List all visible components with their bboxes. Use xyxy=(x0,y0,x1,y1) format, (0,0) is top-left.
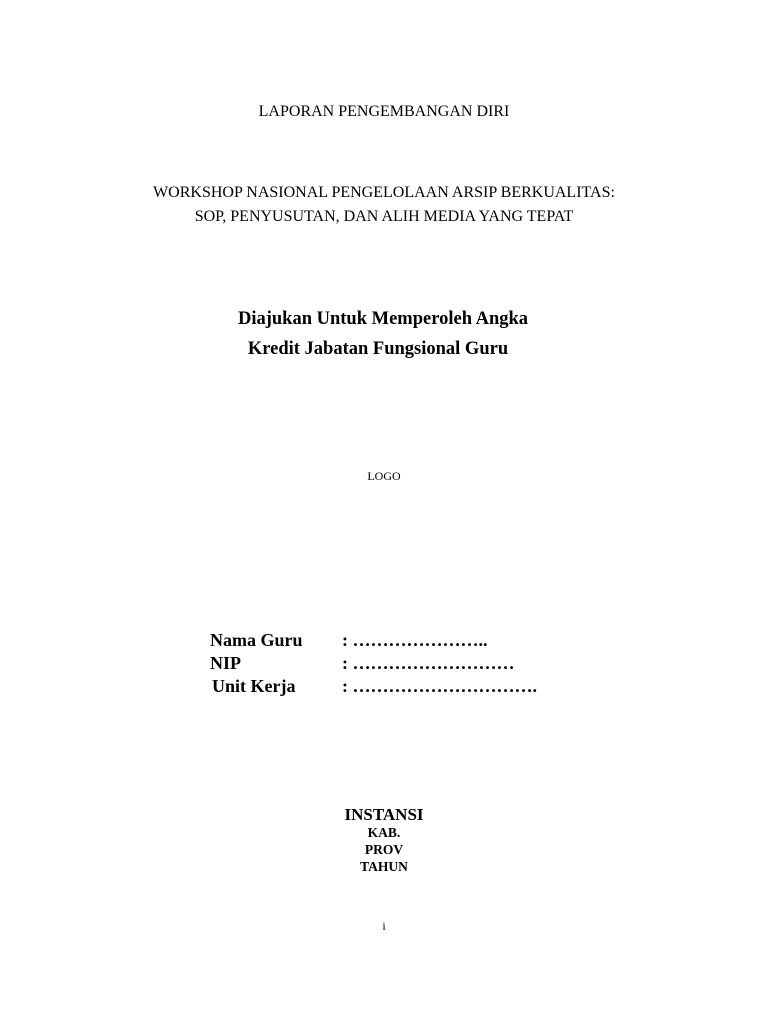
report-title: LAPORAN PENGEMBANGAN DIRI xyxy=(258,103,510,120)
field-value: : ……………………… xyxy=(342,653,515,673)
institution-name: INSTANSI xyxy=(344,805,424,824)
year-label: TAHUN xyxy=(360,859,408,874)
field-value: : ………………….. xyxy=(342,630,488,650)
field-label: NIP xyxy=(210,653,241,673)
province-label: PROV xyxy=(364,842,404,857)
workshop-title-line-2: SOP, PENYUSUTAN, DAN ALIH MEDIA YANG TEPAT xyxy=(194,208,574,225)
page-number: i xyxy=(382,919,386,933)
workshop-title-line-1: WORKSHOP NASIONAL PENGELOLAAN ARSIP BERKUALITAS: xyxy=(153,184,615,201)
field-label: Nama Guru xyxy=(210,630,303,650)
logo-placeholder: LOGO xyxy=(367,469,401,483)
regency-label: KAB. xyxy=(367,825,401,840)
field-value: : …………………………. xyxy=(342,676,537,696)
field-label: Unit Kerja xyxy=(212,676,296,696)
purpose-line-1: Diajukan Untuk Memperoleh Angka xyxy=(237,309,529,329)
purpose-line-2: Kredit Jabatan Fungsional Guru xyxy=(247,339,509,359)
